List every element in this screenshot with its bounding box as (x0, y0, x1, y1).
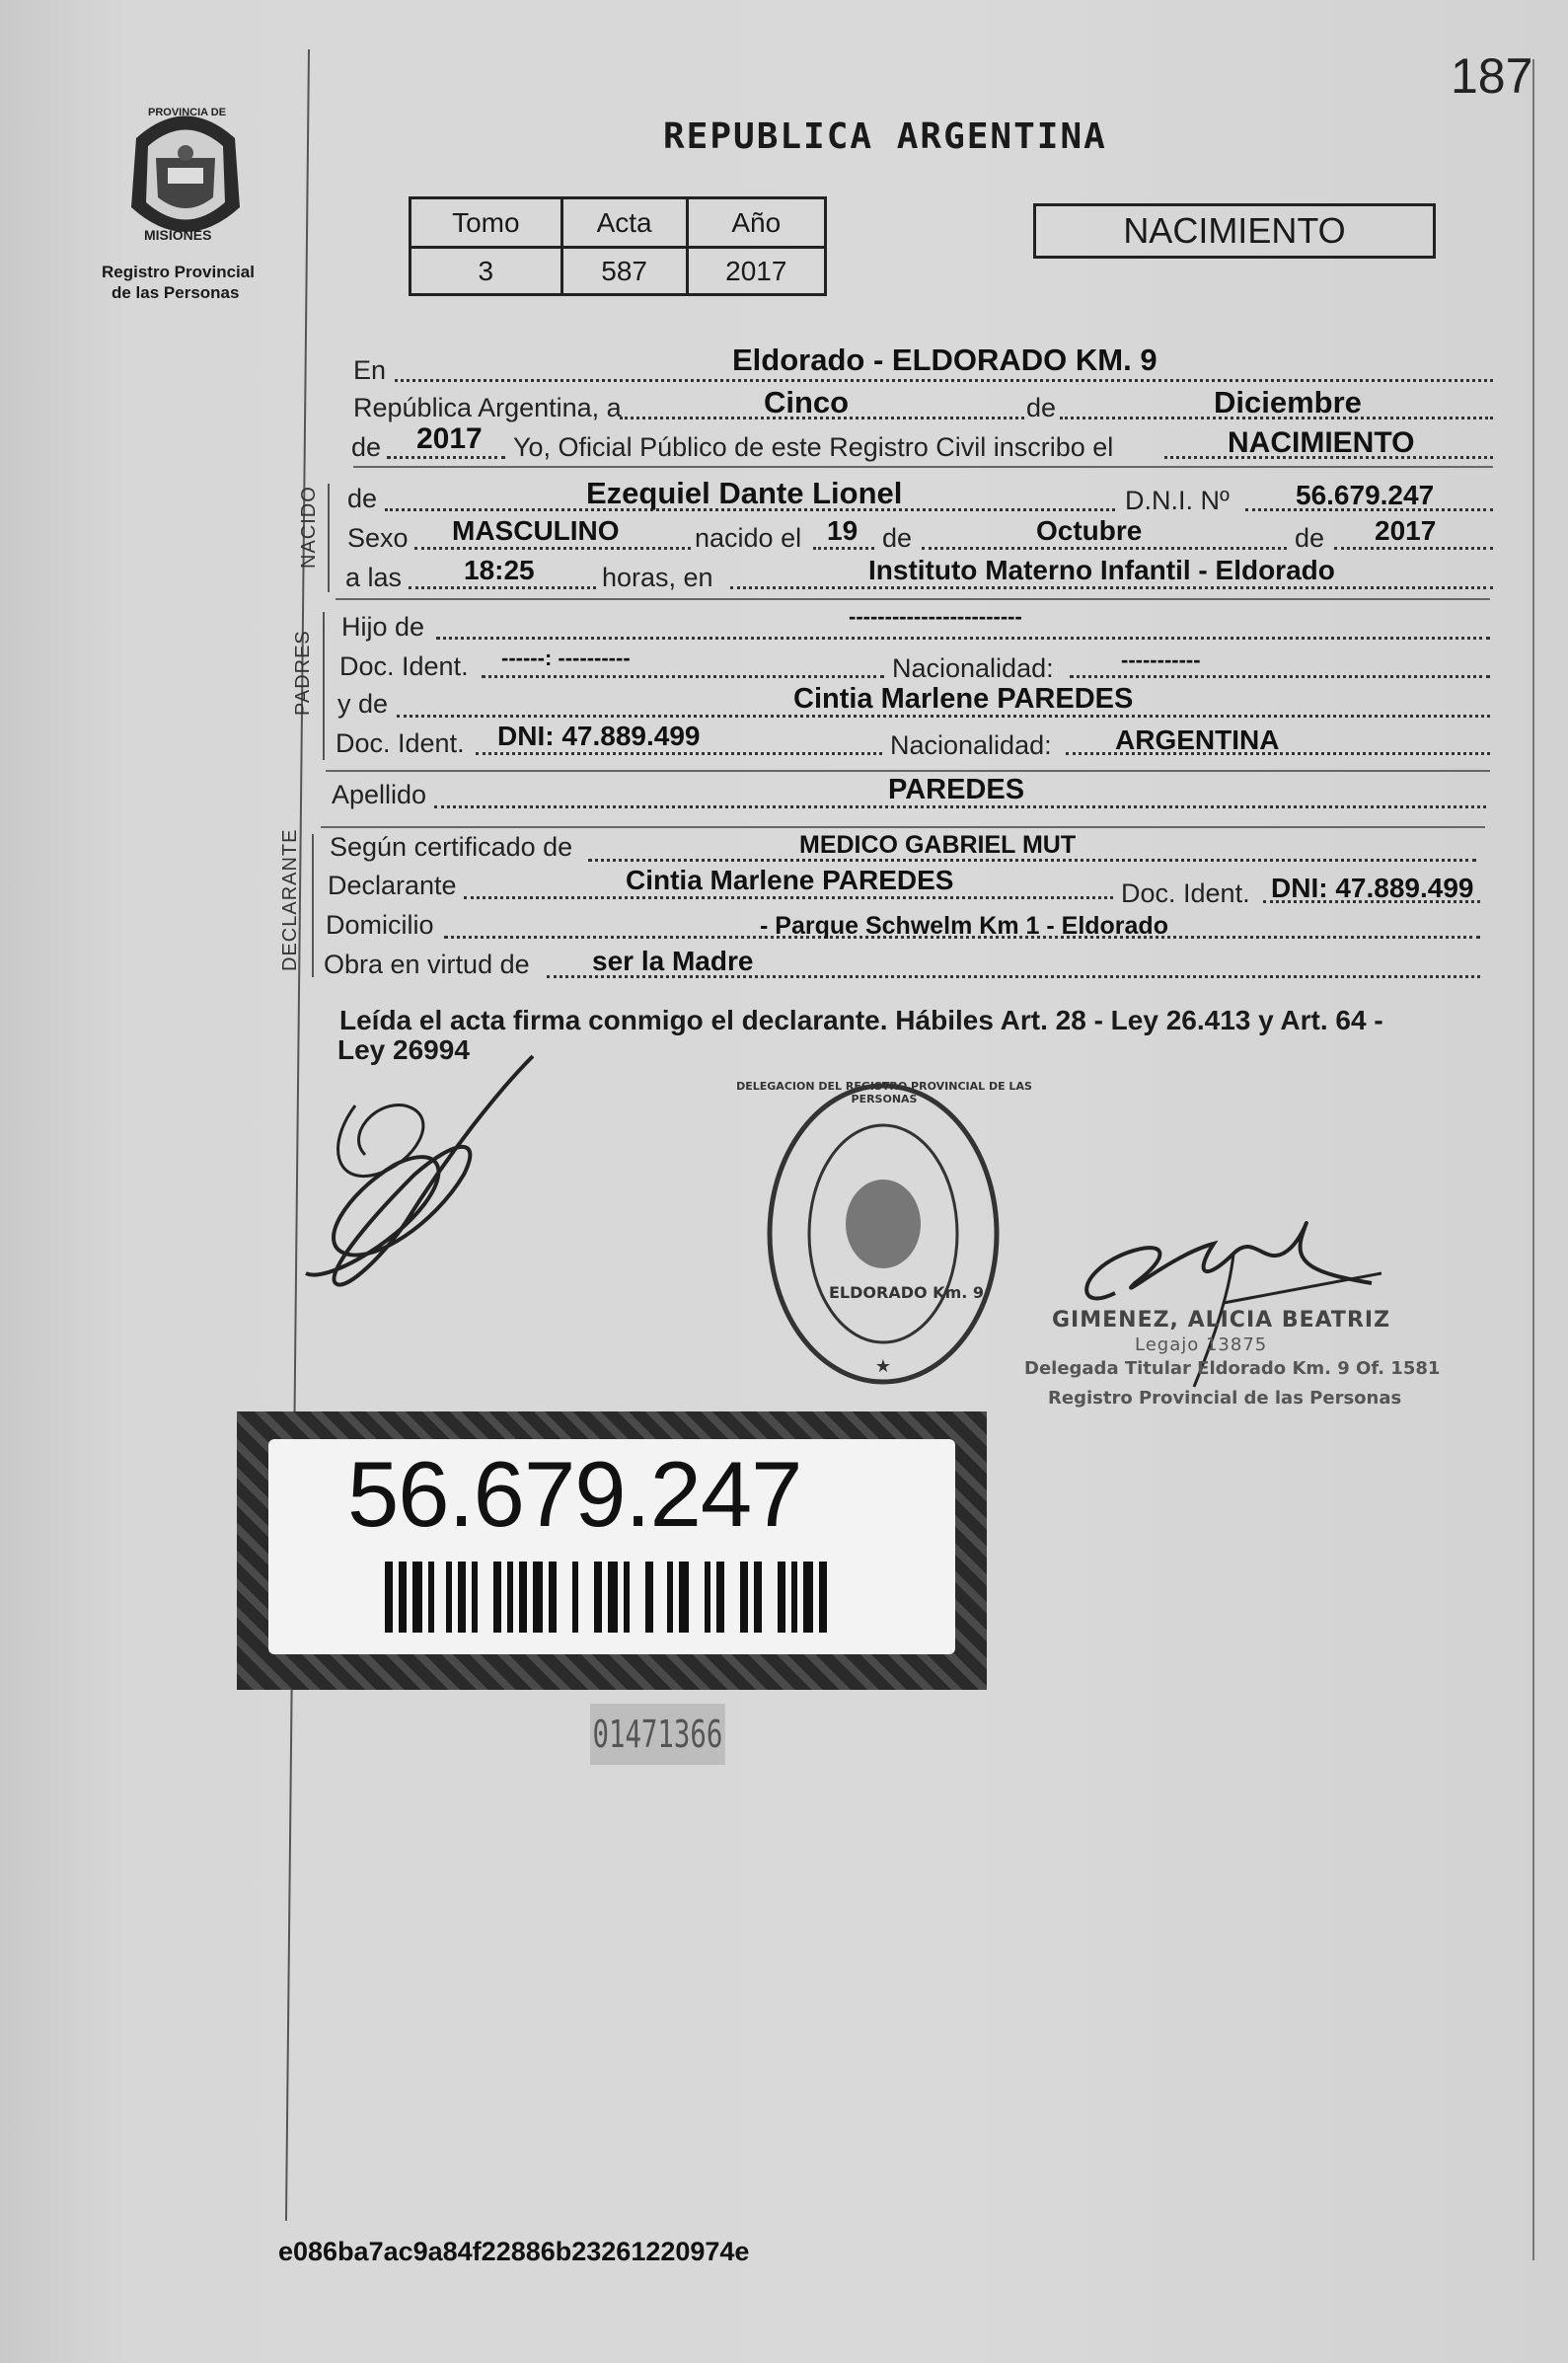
office-seal (760, 1076, 1007, 1392)
apellido-label: Apellido (332, 780, 427, 809)
stamp-line-2: Legajo 13875 (1135, 1334, 1268, 1355)
dots (395, 379, 1493, 382)
logo-caption-2: de las Personas (112, 283, 240, 302)
child-name: Ezequiel Dante Lionel (586, 476, 903, 510)
decl-doc-label: Doc. Ident. (1121, 878, 1250, 908)
mother-doc-label: Doc. Ident. (336, 728, 465, 758)
logo-caption-1: Registro Provincial (102, 263, 255, 281)
closing-text-2: Ley 26994 (337, 1034, 470, 1065)
obra-label: Obra en virtud de (324, 950, 530, 979)
nacido-de-label-2: de (882, 523, 913, 553)
en-label: En (353, 355, 387, 385)
record-table (409, 196, 827, 296)
seal-inner-text: ELDORADO Km. 9 (829, 1283, 985, 1302)
id-number: 56.679.247 (347, 1442, 802, 1546)
dots (414, 547, 691, 550)
seal-oval-icon (760, 1076, 1007, 1392)
barcode-icon (385, 1562, 829, 1633)
dots (464, 896, 1113, 899)
decl-name: Cintia Marlene PAREDES (626, 865, 954, 895)
domicilio-label: Domicilio (326, 910, 434, 940)
apellido-value: PAREDES (888, 774, 1025, 805)
cert-value: MEDICO GABRIEL MUT (799, 831, 1077, 859)
nacido-el-label: nacido el (695, 523, 802, 553)
right-margin-line (1532, 59, 1534, 2260)
birth-month: Octubre (1036, 515, 1143, 546)
act-type-box: NACIMIENTO (1033, 203, 1436, 259)
nacido-de-label: de (347, 484, 378, 513)
dots (409, 586, 596, 589)
father-name: ------------------------ (849, 604, 1022, 629)
sexo-value: MASCULINO (452, 515, 620, 546)
stamp-line-4: Registro Provincial de las Personas (1048, 1388, 1402, 1409)
father-doc-label: Doc. Ident. (339, 651, 469, 681)
mother-doc: DNI: 47.889.499 (497, 721, 701, 751)
father-doc: ------: ---------- (501, 646, 631, 670)
mother-name: Cintia Marlene PAREDES (793, 683, 1134, 715)
stamp-line-1: GIMENEZ, ALICIA BEATRIZ (1052, 1308, 1391, 1333)
de-label: de (1026, 393, 1057, 422)
nacido-bracket (328, 484, 330, 592)
day-value: Cinco (764, 385, 850, 419)
cert-label: Según certificado de (330, 832, 573, 862)
dots (1334, 547, 1493, 550)
value-ano: 2017 (687, 248, 825, 295)
page-title: REPUBLICA ARGENTINA (663, 116, 1107, 157)
nacido-de-label-3: de (1295, 523, 1325, 553)
document-hash: e086ba7ac9a84f22886b23261220974e (278, 2237, 750, 2266)
page-number: 187 (1451, 48, 1533, 104)
year-prefix-label: de (351, 432, 382, 462)
declarant-signature (286, 1046, 543, 1303)
section-nacido: NACIDO (298, 486, 320, 569)
decl-label: Declarante (328, 871, 457, 900)
serial-number: 01471366 (590, 1704, 725, 1765)
obra-value: ser la Madre (592, 946, 754, 976)
birth-day: 19 (827, 515, 859, 546)
section-padres: PADRES (292, 630, 314, 716)
month-value: Diciembre (1214, 385, 1362, 419)
header-acta: Acta (561, 198, 687, 248)
stamp-line-3: Delegada Titular Eldorado Km. 9 Of. 1581 (1024, 1358, 1441, 1379)
rule-apellido (321, 826, 1485, 828)
place-value: Eldorado - ELDORADO KM. 9 (732, 343, 1157, 377)
rule-intro (353, 466, 1493, 468)
sexo-label: Sexo (347, 523, 409, 553)
domicilio-value: - Parque Schwelm Km 1 - Eldorado (760, 912, 1168, 940)
dots (813, 547, 874, 550)
dots (730, 586, 1493, 589)
birth-year: 2017 (1375, 515, 1437, 546)
child-dni: 56.679.247 (1296, 480, 1435, 510)
rule-padres (326, 770, 1490, 772)
horas-label: horas, en (602, 563, 713, 592)
y-de-label: y de (337, 689, 389, 719)
inscribo-value: NACIMIENTO (1228, 426, 1415, 459)
value-acta: 587 (561, 248, 687, 295)
hijo-de-label: Hijo de (341, 612, 425, 642)
seal-outer-text: DELEGACION DEL REGISTRO PROVINCIAL DE LAS PERSONAS (736, 1080, 1032, 1105)
dots (1070, 675, 1490, 678)
padres-bracket (323, 612, 325, 760)
year-value: 2017 (416, 422, 483, 455)
header-ano: Año (687, 198, 825, 248)
header-tomo: Tomo (411, 198, 562, 248)
father-nat-label: Nacionalidad: (892, 653, 1054, 683)
declarante-bracket (312, 834, 314, 977)
dots (922, 547, 1287, 550)
dots (476, 752, 882, 755)
birth-hour: 18:25 (464, 555, 535, 585)
value-tomo: 3 (411, 248, 562, 295)
a-las-label: a las (345, 563, 403, 592)
closing-text-1: Leída el acta firma conmigo el declarante. Hábiles Art. 28 - Ley 26.413 y Art. 64 - (339, 1005, 1383, 1035)
decl-doc: DNI: 47.889.499 (1271, 873, 1474, 903)
svg-text:★: ★ (874, 1356, 892, 1376)
dots (387, 456, 505, 459)
rule-nacido (336, 598, 1490, 600)
dni-label: D.N.I. Nº (1125, 486, 1230, 515)
father-nat: ----------- (1121, 648, 1201, 672)
section-declarante: DECLARANTE (279, 828, 301, 971)
inscribo-label: Yo, Oficial Público de este Registro Civil inscribo el (513, 432, 1114, 462)
dots (436, 637, 1490, 640)
mother-nat-label: Nacionalidad: (890, 730, 1052, 760)
dots (482, 675, 884, 678)
logo-seal-top: PROVINCIA DE (148, 107, 227, 118)
birth-place: Instituto Materno Infantil - Eldorado (868, 555, 1335, 585)
republica-label: República Argentina, a (353, 393, 622, 422)
mother-nat: ARGENTINA (1115, 724, 1280, 755)
logo-seal-bottom: MISIONES (144, 227, 212, 243)
